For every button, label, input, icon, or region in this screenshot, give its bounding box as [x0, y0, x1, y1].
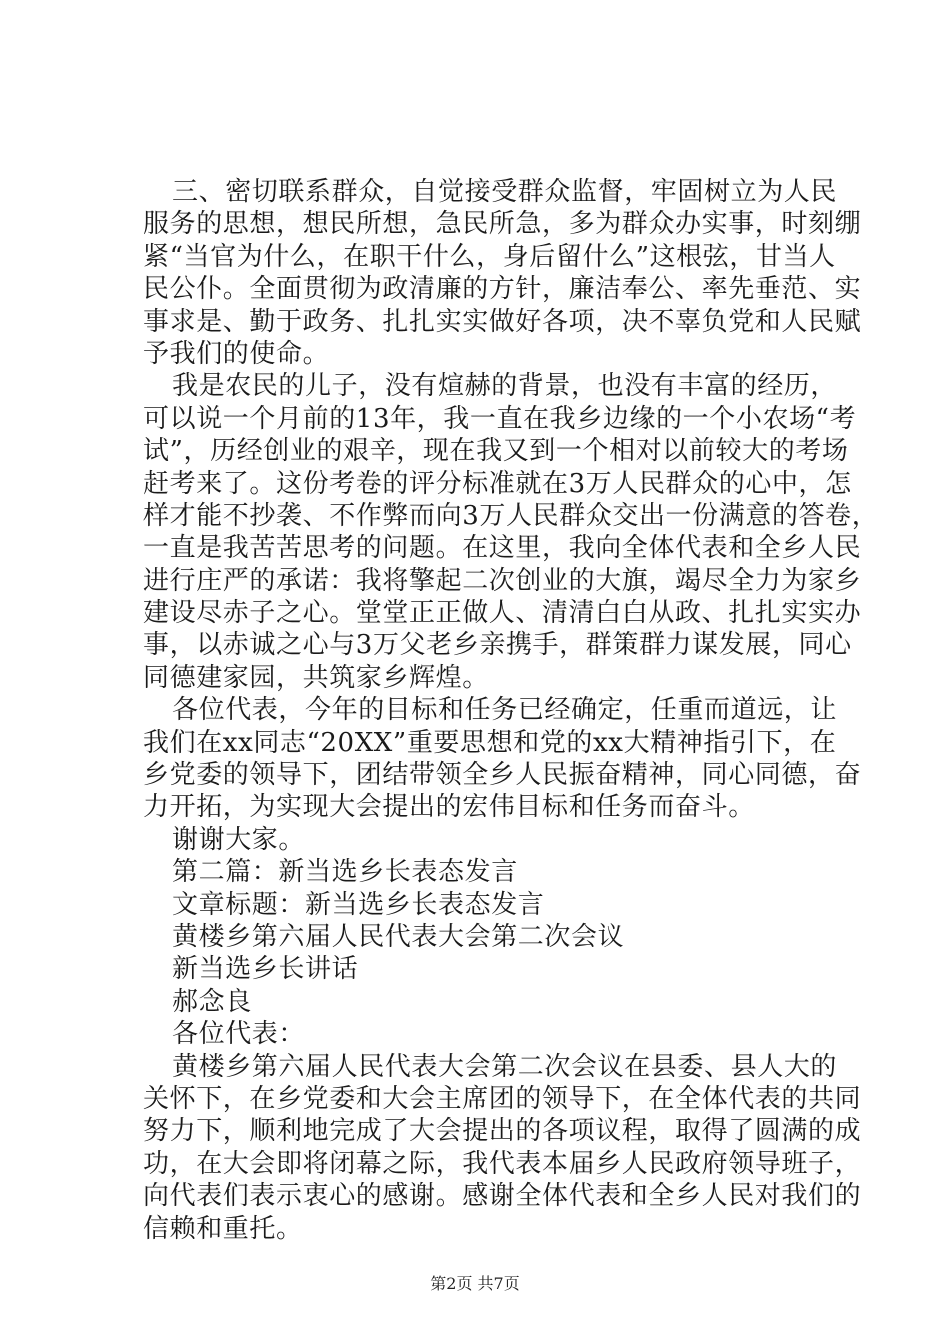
text-line: 信赖和重托。 — [143, 1213, 303, 1244]
text-line: 第二篇：新当选乡长表态发言 — [172, 857, 518, 888]
text-line: 同德建家园，共筑家乡辉煌。 — [143, 662, 489, 693]
text-line: 事求是、勤于政务、扎扎实实做好各项，决不辜负党和人民赋 — [143, 306, 862, 337]
text-line: 予我们的使命。 — [143, 338, 330, 369]
text-line: 黄楼乡第六届人民代表大会第二次会议 — [172, 921, 625, 952]
text-line: 各位代表： — [172, 1019, 306, 1050]
text-line: 进行庄严的承诺：我将擎起二次创业的大旗，竭尽全力为家乡 — [143, 565, 862, 596]
text-line: 我是农民的儿子，没有煊赫的背景，也没有丰富的经历， — [172, 371, 838, 402]
text-line: 服务的思想，想民所想，急民所急，多为群众办实事，时刻绷 — [143, 209, 862, 240]
text-line: 我们在xx同志“20XX”重要思想和党的xx大精神指引下，在 — [143, 727, 837, 758]
document-body — [143, 176, 879, 1245]
text-line: 关怀下，在乡党委和大会主席团的领导下，在全体代表的共同 — [143, 1083, 862, 1114]
text-line: 赶考来了。这份考卷的评分标准就在3万人民群众的心中，怎 — [143, 468, 852, 499]
text-line: 建设尽赤子之心。堂堂正正做人、清清白白从政、扎扎实实办 — [143, 598, 862, 629]
text-line: 力开拓，为实现大会提出的宏伟目标和任务而奋斗。 — [143, 792, 755, 823]
text-line: 样才能不抄袭、不作弊而向3万人民群众交出一份满意的答卷， — [143, 500, 879, 531]
text-line: 一直是我苦苦思考的问题。在这里，我向全体代表和全乡人民 — [143, 533, 862, 564]
text-line: 各位代表，今年的目标和任务已经确定，任重而道远，让 — [172, 695, 838, 726]
text-line: 试”，历经创业的艰辛，现在我又到一个相对以前较大的考场 — [143, 436, 849, 467]
text-line: 文章标题：新当选乡长表态发言 — [172, 889, 545, 920]
text-line: 郝念良 — [172, 986, 252, 1017]
text-line: 向代表们表示衷心的感谢。感谢全体代表和全乡人民对我们的 — [143, 1181, 862, 1212]
text-line: 新当选乡长讲话 — [172, 954, 359, 985]
text-line: 事，以赤诚之心与3万父老乡亲携手，群策群力谋发展，同心 — [143, 630, 852, 661]
text-line: 可以说一个月前的13年，我一直在我乡边缘的一个小农场“考 — [143, 403, 857, 434]
text-line: 民公仆。全面贯彻为政清廉的方针，廉洁奉公、率先垂范、实 — [143, 274, 862, 305]
text-line: 黄楼乡第六届人民代表大会第二次会议在县委、县人大的 — [172, 1051, 838, 1082]
text-line: 乡党委的领导下，团结带领全乡人民振奋精神，同心同德，奋 — [143, 760, 862, 791]
text-line: 努力下，顺利地完成了大会提出的各项议程，取得了圆满的成 — [143, 1116, 862, 1147]
text-line: 谢谢大家。 — [172, 824, 306, 855]
text-line: 三、密切联系群众，自觉接受群众监督，牢固树立为人民 — [172, 177, 838, 207]
text-line: 紧“当官为什么，在职干什么，身后留什么”这根弦，甘当人 — [143, 241, 836, 272]
text-line: 功，在大会即将闭幕之际，我代表本届乡人民政府领导班子， — [143, 1148, 862, 1179]
page-footer: 第2页 共7页 — [430, 1274, 520, 1293]
